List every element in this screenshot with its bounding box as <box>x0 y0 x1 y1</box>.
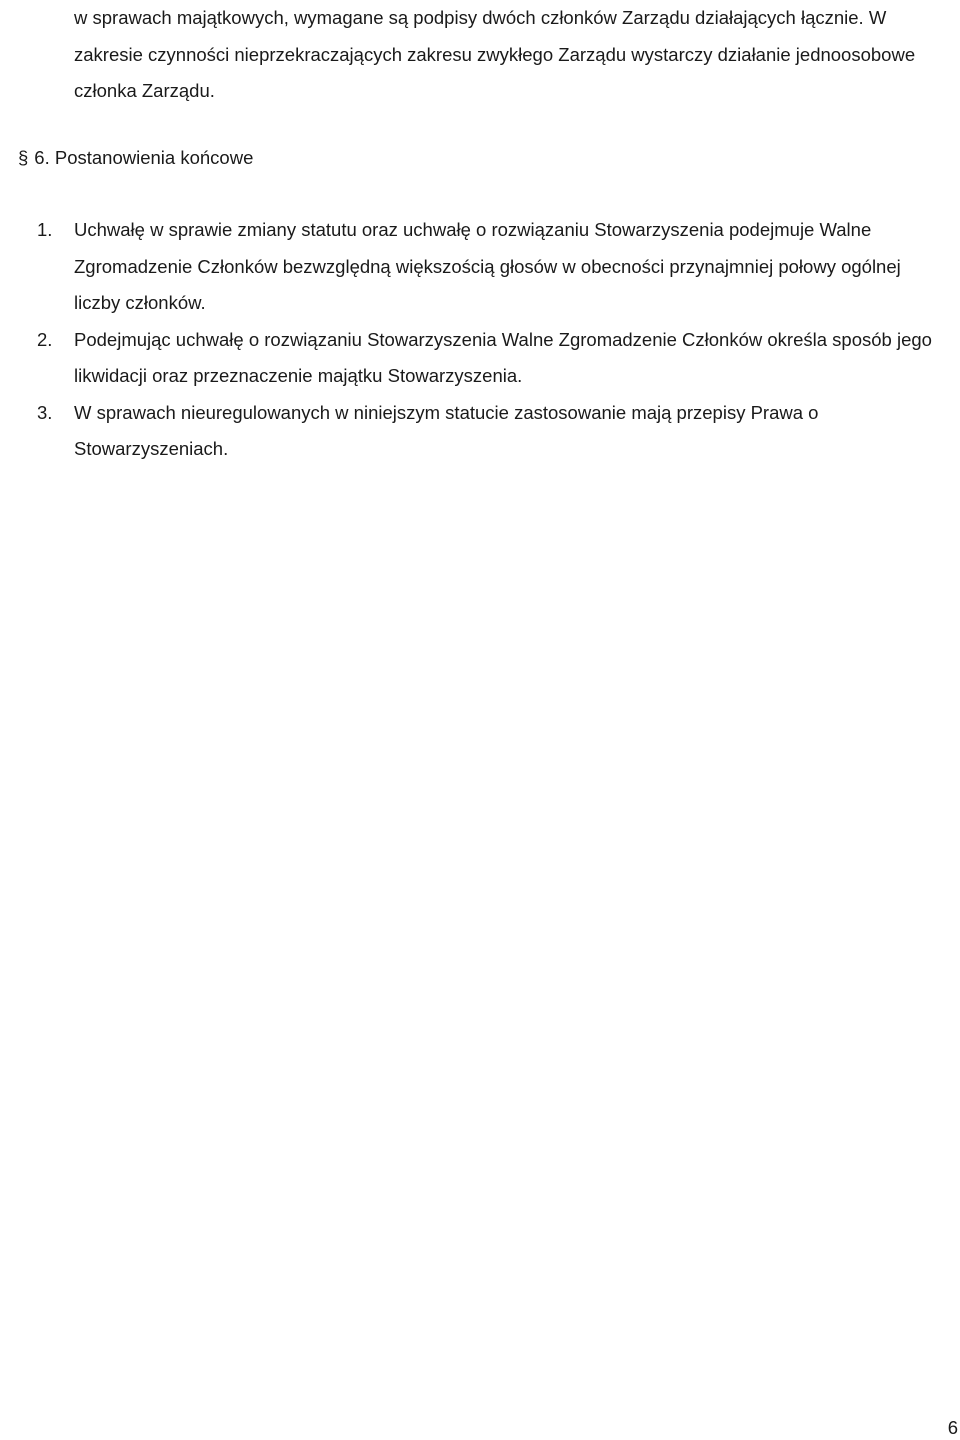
section-sign: § <box>18 147 29 168</box>
item-number: 3. <box>37 401 53 423</box>
item-number: 1. <box>37 219 53 240</box>
list-item <box>0 395 940 468</box>
item-text: Podejmując uchwałę o rozwiązaniu Stowarzyszenia Walne Zgromadzenie Członków określa sposób jego likwidacji oraz przeznaczenie majątku Stowarzyszenia. <box>74 328 932 386</box>
continued-paragraph: w sprawach majątkowych, wymagane są podpisy dwóch członków Zarządu działających łącznie. W zakresie czynności nieprzekraczających zakresu zwykłego Zarządu wystarczy działanie jednoosobowe członka Zarządu. <box>74 7 916 101</box>
page-number: 6 <box>947 1417 958 1438</box>
item-text: W sprawach nieuregulowanych w niniejszym statucie zastosowanie mają przepisy Prawa o Stowarzyszeniach. <box>74 401 819 459</box>
section-title: 6. Postanowienia końcowe <box>34 147 254 168</box>
list-item <box>0 212 940 322</box>
item-text: Uchwałę w sprawie zmiany statutu oraz uchwałę o rozwiązaniu Stowarzyszenia podejmuje Walne Zgromadzenie Członków bezwzględną większością głosów w obecności przynajmniej połowy ogólnej liczby członków. <box>74 219 901 313</box>
list-item <box>0 322 940 395</box>
provisions-list <box>0 212 940 468</box>
section-heading <box>18 140 253 176</box>
item-number: 2. <box>37 328 53 350</box>
